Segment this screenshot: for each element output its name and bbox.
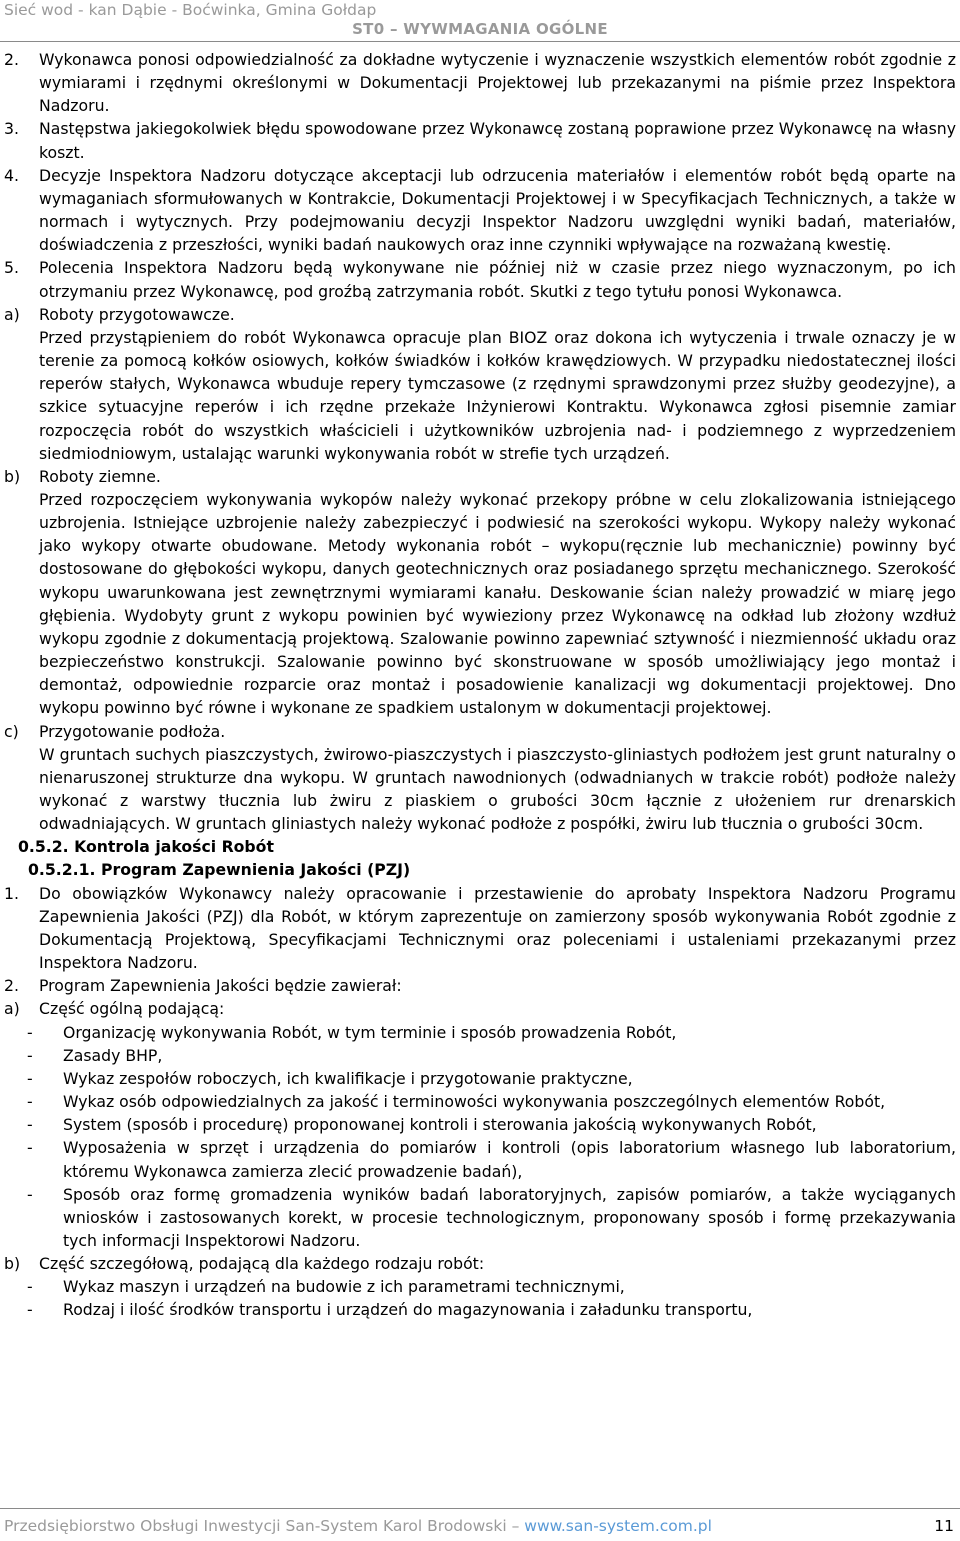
list-item-text: Wykaz maszyn i urządzeń na budowie z ich parametrami technicznymi, (63, 1277, 625, 1297)
item-text: Program Zapewnienia Jakości będzie zawierał: (39, 976, 402, 996)
item-text: Do obowiązków Wykonawcy należy opracowanie i przestawienie do aprobaty Inspektora Nadzoru Programu Zapewnienia Jakości (PZJ) dla Robót, w którym zaprezentuje on zamierzony sposób wykonywania Robót zgodnie z Dokumentacją Projektową, Specyfikacjami Technicznymi oraz poleceniami i ustaleniami przekazanymi przez Inspektora Nadzoru. (39, 883, 956, 973)
list-item-text: System (sposób i procedurę) proponowanej kontroli i sterowania jakością wykonywanych Robót, (63, 1115, 817, 1135)
list-dash: - (27, 1115, 33, 1135)
dash-list-item (4, 1183, 956, 1252)
item-text: Następstwa jakiegokolwiek błędu spowodowane przez Wykonawcę zostaną poprawione przez Wykonawcę na własny koszt. (39, 119, 956, 162)
lettered-section-title (4, 465, 956, 488)
list-item-text: Wykaz osób odpowiedzialnych za jakość i terminowości wykonywania poszczególnych elementów Robót, (63, 1092, 886, 1112)
section-letter: a) (4, 999, 20, 1019)
footer-text (4, 1517, 712, 1535)
item-number: 2. (4, 50, 19, 69)
section-letter: b) (4, 466, 21, 486)
document-body (4, 48, 956, 1322)
footer-divider (0, 1508, 960, 1509)
footer-website-link[interactable]: www.san-system.com.pl (524, 1517, 712, 1535)
section-letter: c) (4, 721, 19, 741)
section-title: Roboty ziemne. (39, 466, 161, 486)
item-number: 5. (4, 258, 19, 278)
lettered-subsection (4, 997, 956, 1020)
section-title: Część ogólną podającą: (39, 999, 225, 1019)
list-dash: - (27, 1184, 33, 1204)
heading-quality-control: 0.5.2. Kontrola jakości Robót (18, 837, 274, 857)
dash-list-item (4, 1021, 956, 1044)
section-letter: a) (4, 304, 20, 324)
list-item-text: Sposób oraz formę gromadzenia wyników badań laboratoryjnych, zapisów pomiarów, a także wyciąganych wniosków i zastosowanych korekt, w procesie technologicznym, proponowany sposób i formę przekazywania tych informacji Inspektorowi Nadzoru. (63, 1184, 956, 1250)
lettered-subsection (4, 1252, 956, 1275)
list-item-text: Organizację wykonywania Robót, w tym terminie i sposób prowadzenia Robót, (63, 1022, 677, 1042)
section-paragraph: Przed przystąpieniem do robót Wykonawca opracuje plan BIOZ oraz dokona ich wytyczenia i trwale oznaczy je w terenie za pomocą kołków osiowych, kołków świadków i kołków krawędziowych. W przypadku niedostatecznej ilości reperów stałych, Wykonawca wbuduje repery tymczasowe (z rzędnymi sprawdzonymi przez służby geodezyjne), a szkice sytuacyjne reperów i ich rzędne przekaże Inżynierowi Kontraktu. Wykonawca zgłosi pisemnie zamiar rozpoczęcia robót do wszystkich właścicieli i użytkowników uzbrojenia nad- i podziemnego z wyprzedzeniem siedmiodniowym, ustalając warunki wykonywania robót w strefie tych urządzeń. (39, 327, 956, 463)
list-item-text: Wykaz zespołów roboczych, ich kwalifikacje i przygotowanie praktyczne, (63, 1068, 633, 1088)
header-divider (0, 41, 960, 42)
numbered-item (4, 882, 956, 975)
list-item-text: Wyposażenia w sprzęt i urządzenia do pomiarów i kontroli (opis laboratorium własnego lub laboratorium, któremu Wykonawca zamierza zlecić prowadzenie badań), (63, 1138, 956, 1181)
document-header-title: Sieć wod - kan Dąbie - Boćwinka, Gmina Gołdap (4, 1, 377, 19)
detailed-part-list (4, 1275, 956, 1321)
numbered-item (4, 164, 956, 257)
numbered-item (4, 256, 956, 302)
list-dash: - (27, 1022, 33, 1042)
list-dash: - (27, 1277, 33, 1297)
list-dash: - (27, 1045, 33, 1065)
item-text: Wykonawca ponosi odpowiedzialność za dokładne wytyczenie i wyznaczenie wszystkich elementów robót zgodnie z wymiarami i rzędnymi określonymi w Dokumentacji Projektowej lub przekazanymi na piśmie przez Inspektora Nadzoru. (39, 50, 956, 116)
list-item-text: Rodzaj i ilość środków transportu i urządzeń do magazynowania i załadunku transportu, (63, 1300, 753, 1320)
list-dash: - (27, 1138, 33, 1158)
lettered-section-title (4, 303, 956, 326)
dash-list-item (4, 1136, 956, 1182)
list-dash: - (27, 1300, 33, 1320)
dash-list-item (4, 1298, 956, 1321)
dash-list-item (4, 1090, 956, 1113)
section-header: ST0 – WYWMAGANIA OGÓLNE (352, 20, 608, 38)
dash-list-item (4, 1067, 956, 1090)
list-item-text: Zasady BHP, (63, 1045, 163, 1065)
section-title: Roboty przygotowawcze. (39, 304, 235, 324)
general-part-list (4, 1021, 956, 1253)
item-text: Polecenia Inspektora Nadzoru będą wykonywane nie później niż w czasie przez niego wyznaczonym, po ich otrzymaniu przez Wykonawcę, pod groźbą zatrzymania robót. Skutki z tego tytułu ponosi Wykonawca. (39, 258, 956, 301)
dash-list-item (4, 1113, 956, 1136)
lettered-section-title (4, 720, 956, 743)
item-number: 1. (4, 883, 19, 903)
list-dash: - (27, 1068, 33, 1088)
dash-list-item (4, 1044, 956, 1067)
item-number: 3. (4, 119, 19, 139)
numbered-item (4, 48, 956, 117)
list-dash: - (27, 1092, 33, 1112)
section-title: Przygotowanie podłoża. (39, 721, 226, 741)
section-paragraph: W gruntach suchych piaszczystych, żwirowo-piaszczystych i piaszczysto-gliniastych podłożem jest grunt naturalny o nienaruszonej strukturze dna wykopu. W gruntach nawodnionych (odwadnianych w trakcie robót) podłoże należy wykonać z warstwy tłucznia lub żwiru z piaskiem o grubości 30cm łącznie z ułożeniem rur drenarskich odwadniających. W gruntach gliniastych należy wykonać podłoże z pospółki, żwiru lub tłucznia o grubości 30cm. (39, 744, 956, 834)
footer-company: Przedsiębiorstwo Obsługi Inwestycji San-System Karol Brodowski – (4, 1517, 525, 1535)
numbered-item (4, 974, 956, 997)
item-number: 4. (4, 165, 19, 185)
item-text: Decyzje Inspektora Nadzoru dotyczące akceptacji lub odrzucenia materiałów i elementów robót będą oparte na wymaganiach sformułowanych w Kontrakcie, Dokumentacji Projektowej i w Specyfikacjach Technicznych, a także w normach i wytycznych. Przy podejmowaniu decyzji Inspektor Nadzoru uwzględni wyniki badań, materiałów, doświadczenia z przeszłości, wyniki badań naukowych oraz inne czynniki wpływające na rozważaną kwestię. (39, 165, 956, 255)
section-paragraph: Przed rozpoczęciem wykonywania wykopów należy wykonać przekopy próbne w celu zlokalizowania istniejącego uzbrojenia. Istniejące uzbrojenie należy zabezpieczyć i podwiesić na szerokości wykopu. Wykopy należy wykonać jako wykopy otwarte obudowane. Metody wykonania robót – wykopu(ręcznie lub mechanicznie) powinny być dostosowane do głębokości wykopu, danych geotechnicznych oraz posiadanego sprzętu mechanicznego. Szerokość wykopu uwarunkowana jest zewnętrznymi wymiarami kanału. Deskowanie ścian należy prowadzić w miarę jego głębienia. Wydobyty grunt z wykopu powinien być wywieziony przez Wykonawcę na odkład lub złożony wzdłuż wykopu zgodnie z dokumentacją projektową. Szalowanie powinno zapewniać sztywność i niezmienność układu oraz bezpieczeństwo konstrukcji. Szalowanie powinno być skonstruowane w sposób umożliwiający jego montaż i demontaż, odpowiednie rozparcie oraz montaż i posadowienie kanalizacji wg dokumentacji projektowej. Dno wykopu powinno być równe i wykonane ze spadkiem ustalonym w dokumentacji projektowej. (39, 489, 956, 718)
numbered-item (4, 117, 956, 163)
dash-list-item (4, 1275, 956, 1298)
heading-pzj: 0.5.2.1. Program Zapewnienia Jakości (PZJ) (28, 860, 411, 880)
section-title: Część szczegółową, podającą dla każdego rodzaju robót: (39, 1254, 485, 1274)
page-number: 11 (934, 1517, 954, 1535)
section-letter: b) (4, 1254, 21, 1274)
item-number: 2. (4, 976, 19, 996)
